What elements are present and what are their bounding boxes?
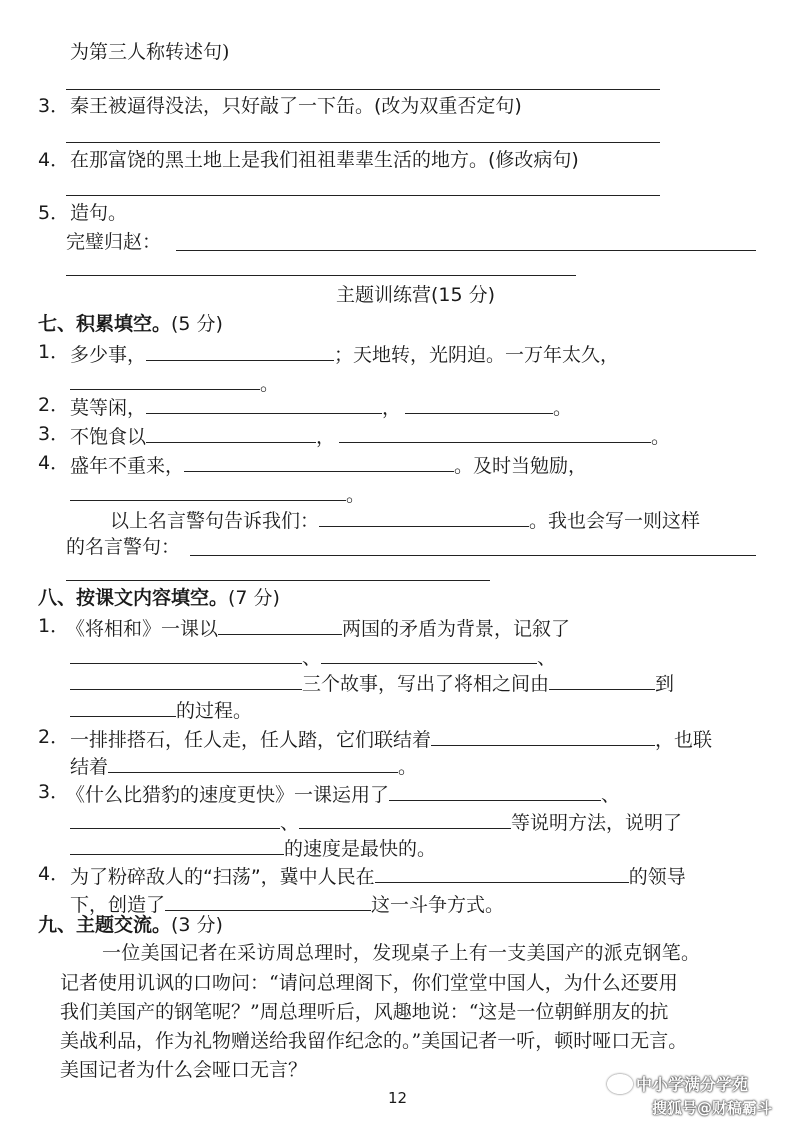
question-number: 4．	[38, 452, 70, 474]
question-text: ，也联	[655, 729, 713, 751]
punctuation: ，	[382, 397, 402, 419]
question-number: 2．	[38, 394, 70, 416]
answer-blank[interactable]	[431, 725, 655, 746]
punctuation: 。	[651, 426, 671, 448]
section-score: (3 分)	[171, 914, 223, 936]
answer-blank[interactable]	[70, 834, 284, 855]
answer-blank[interactable]	[321, 643, 537, 664]
question-text: 以上名言警句告诉我们：	[110, 510, 320, 532]
passage-line: 记者使用讥讽的口吻问：“请问总理阁下，你们堂堂中国人，为什么还要用	[60, 972, 678, 994]
question-text: 的速度是最快的。	[284, 838, 437, 860]
question-text: 两国的矛盾为背景，记叙了	[342, 618, 571, 640]
answer-line[interactable]	[66, 89, 660, 90]
section-title: 九、主题交流。	[38, 914, 172, 936]
section-title: 七、积累填空。	[38, 313, 172, 335]
answer-blank[interactable]	[184, 451, 454, 472]
question-text: 的领导	[628, 866, 686, 888]
question-number: 4．	[38, 863, 70, 885]
question-line	[70, 393, 572, 420]
question-text: 的名言警句：	[66, 536, 181, 558]
question-text: 结着	[70, 756, 109, 778]
question-text: 下，创造了	[70, 894, 166, 916]
answer-blank[interactable]	[146, 422, 316, 443]
answer-blank[interactable]	[70, 696, 176, 717]
question-number: 3．	[38, 95, 70, 117]
answer-blank[interactable]	[339, 422, 651, 443]
question-number: 5．	[38, 202, 70, 224]
question-text: 在那富饶的黑土地上是我们祖祖辈辈生活的地方。(修改病句)	[70, 149, 579, 171]
punctuation: 。	[260, 373, 280, 395]
answer-line[interactable]	[66, 580, 490, 581]
theme-heading: 主题训练营(15 分)	[336, 284, 496, 306]
question-line	[66, 614, 570, 641]
question-text: 等说明方法，说明了	[511, 812, 683, 834]
answer-blank[interactable]	[375, 862, 629, 883]
question-line	[70, 422, 670, 449]
answer-blank[interactable]	[70, 669, 302, 690]
section-9-title	[38, 913, 223, 937]
section-7-title	[38, 312, 223, 336]
answer-blank[interactable]	[405, 393, 553, 414]
page-number: 12	[388, 1089, 408, 1107]
question-line	[70, 725, 712, 752]
summary-line	[66, 535, 180, 559]
question-line	[66, 780, 620, 807]
question-text: 不饱食以	[70, 426, 147, 448]
answer-blank[interactable]	[165, 890, 371, 911]
question-text: 。及时当勉励，	[454, 455, 588, 477]
question-number: 1．	[38, 615, 70, 637]
question-line	[70, 752, 417, 779]
answer-blank[interactable]	[108, 752, 398, 773]
question-text: 秦王被逼得没法，只好敲了一下缶。(改为双重否定句)	[70, 95, 522, 117]
punctuation: 。	[553, 397, 573, 419]
sentence-word: 完璧归赵：	[66, 231, 162, 253]
watermark-line: 搜狐号@财稿霸斗	[652, 1099, 773, 1117]
watermark-icon	[607, 1074, 633, 1094]
section-score: (7 分)	[228, 587, 280, 609]
summary-line	[110, 506, 700, 533]
answer-blank[interactable]	[218, 614, 342, 635]
answer-line[interactable]	[190, 555, 756, 556]
question-line	[70, 834, 436, 861]
question-number: 1．	[38, 341, 70, 363]
punctuation: 。	[346, 484, 366, 506]
answer-blank[interactable]	[70, 643, 302, 664]
question-text: 造句。	[70, 202, 128, 224]
question-line	[70, 669, 674, 696]
question-text: 这一斗争方式。	[371, 894, 505, 916]
question-line	[70, 340, 619, 367]
question-text: ；天地转，光阴迫。一万年太久，	[334, 344, 620, 366]
answer-blank[interactable]	[299, 808, 511, 829]
answer-blank[interactable]	[146, 393, 382, 414]
question-line	[70, 696, 252, 723]
answer-blank[interactable]	[70, 480, 346, 501]
question-number: 2．	[38, 726, 70, 748]
section-title: 八、按课文内容填空。	[38, 587, 229, 609]
question-number: 3．	[38, 781, 70, 803]
question-number: 4．	[38, 149, 70, 171]
answer-line[interactable]	[66, 142, 660, 143]
punctuation: 。	[398, 756, 418, 778]
answer-blank[interactable]	[389, 780, 601, 801]
answer-line[interactable]	[66, 275, 576, 276]
passage-line: 美战利品，作为礼物赠送给我留作纪念的。”美国记者一听，顿时哑口无言。	[60, 1030, 688, 1052]
answer-blank[interactable]	[549, 669, 655, 690]
punctuation: ，	[316, 426, 336, 448]
section-score: (5 分)	[171, 313, 223, 335]
section-8-title	[38, 586, 280, 610]
question-line	[70, 808, 682, 835]
answer-blank[interactable]	[146, 340, 334, 361]
question-text: 为了粉碎敌人的“扫荡”，冀中人民在	[70, 866, 375, 888]
question-text: 《将相和》一课以	[66, 618, 219, 640]
passage-line: 我们美国产的钢笔呢？”周总理听后，风趣地说：“这是一位朝鲜朋友的抗	[60, 1001, 669, 1023]
question-text: 的过程。	[176, 700, 253, 722]
answer-line[interactable]	[66, 195, 660, 196]
question-text: 到	[655, 673, 675, 695]
question-line	[70, 451, 587, 478]
question-line	[70, 643, 556, 670]
question-text: 盛年不重来，	[70, 455, 185, 477]
question-text: 三个故事，写出了将相之间由	[302, 673, 550, 695]
answer-blank[interactable]	[70, 369, 260, 390]
question-text: 莫等闲，	[70, 397, 147, 419]
question-line	[70, 369, 279, 396]
question-text: 《什么比猎豹的速度更快》一课运用了	[66, 784, 390, 806]
q2-continuation: 为第三人称转述句)	[70, 41, 230, 63]
punctuation: 、	[280, 812, 300, 834]
answer-blank[interactable]	[70, 808, 280, 829]
question-text: 美国记者为什么会哑口无言？	[60, 1059, 308, 1081]
question-text: 。我也会写一则这样	[529, 510, 701, 532]
question-number: 3．	[38, 423, 70, 445]
watermark-line: 中小学满分学苑	[636, 1075, 749, 1094]
punctuation: 、	[601, 784, 621, 806]
question-line	[70, 862, 686, 889]
answer-blank[interactable]	[319, 506, 529, 527]
answer-line[interactable]	[176, 250, 756, 251]
question-text: 一排排搭石，任人走，任人踏，它们联结着	[70, 729, 432, 751]
question-line	[70, 480, 365, 507]
punctuation: 、	[302, 647, 322, 669]
passage-line: 一位美国记者在采访周总理时，发现桌子上有一支美国产的派克钢笔。	[102, 942, 701, 964]
question-text: 多少事，	[70, 344, 147, 366]
punctuation: 、	[537, 647, 557, 669]
